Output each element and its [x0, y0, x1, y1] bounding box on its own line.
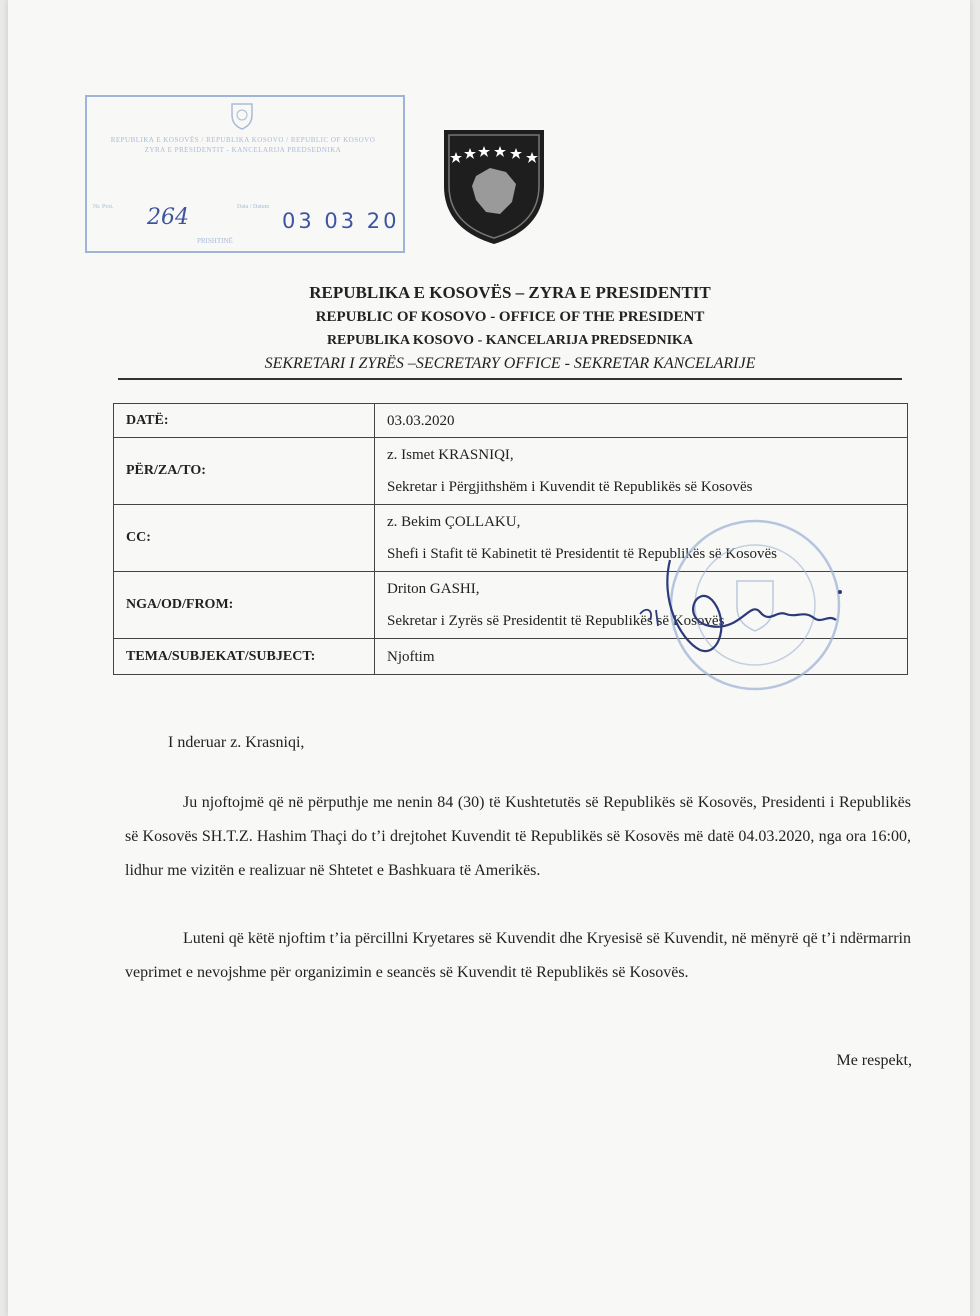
coat-of-arms-icon	[440, 128, 548, 246]
cc-label: CC:	[114, 505, 375, 572]
header-line-2: REPUBLIC OF KOSOVO - OFFICE OF THE PRESIDENT	[315, 309, 705, 325]
memo-row-date	[114, 404, 908, 438]
stamp-number: 264	[147, 205, 189, 230]
to-name: z. Ismet KRASNIQI,	[387, 447, 514, 463]
to-value	[375, 438, 908, 505]
stamp-date-label: Data / Datum	[237, 204, 270, 210]
stamp-number-label: Nr. Prot.	[93, 204, 114, 210]
to-title: Sekretar i Përgjithshëm i Kuvendit të Republikës së Kosovës	[387, 479, 753, 495]
emblem-icon	[229, 101, 255, 131]
closing: Me respekt,	[836, 1052, 912, 1069]
to-label: PËR/ZA/TO:	[114, 438, 375, 505]
registry-stamp	[85, 95, 405, 253]
paragraph-1: Ju njoftojmë që në përputhje me nenin 84 (30) të Kushtetutës së Republikës së Kosovës, Presidenti i Republikës së Kosovës SH.T.Z. Hashim Thaçi do t’i drejtohet Kuvendit të Republikës së Kosovës më datë 04.03.2020, nga ora 16:00, lidhur me vizitën e realizuar në Shtetet e Bashkuara të Amerikës.	[125, 794, 911, 879]
from-label: NGA/OD/FROM:	[114, 572, 375, 639]
header-line-3: REPUBLIKA KOSOVO - KANCELARIJA PREDSEDNIKA	[326, 333, 694, 348]
date-label: DATË:	[114, 404, 375, 438]
stamp-date: 03 03 20	[282, 209, 400, 233]
stamp-footer: PRISHTINË	[197, 237, 233, 245]
memo-row-to	[114, 438, 908, 505]
greeting: I nderuar z. Krasniqi,	[168, 734, 305, 751]
header-divider	[118, 378, 902, 380]
signature-icon	[600, 540, 860, 680]
cc-name: z. Bekim ÇOLLAKU,	[387, 514, 521, 530]
date-value: 03.03.2020	[375, 404, 908, 438]
header-line-4: SEKRETARI I ZYRËS –SECRETARY OFFICE - SEKRETAR KANCELARIJE	[264, 355, 756, 372]
subject-label: TEMA/SUBJEKAT/SUBJECT:	[114, 639, 375, 675]
header-line-1: REPUBLIKA E KOSOVËS – ZYRA E PRESIDENTIT	[309, 283, 711, 302]
paragraph-2: Luteni që këtë njoftim t’ia përcillni Kryetares së Kuvendit dhe Kryesisë së Kuvendit, në mënyrë që t’i ndërmarrin veprimet e nevojshme për organizimin e seancës së Kuvendit të Republikës së Kosovës.	[125, 930, 911, 981]
stamp-header: REPUBLIKA E KOSOVËS / REPUBLIKA KOSOVO / REPUBLIC OF KOSOVO ZYRA E PRESIDENTIT - KANCELARIJA PREDSEDNIKA	[110, 136, 376, 154]
subject-value: Njoftim	[375, 639, 908, 675]
from-name: Driton GASHI,	[387, 581, 480, 597]
from-title: Sekretar i Zyrës së Presidentit të Republikës së Kosovës	[387, 613, 725, 629]
cc-title: Shefi i Stafit të Kabinetit të Presidentit të Republikës së Kosovës	[387, 546, 777, 562]
